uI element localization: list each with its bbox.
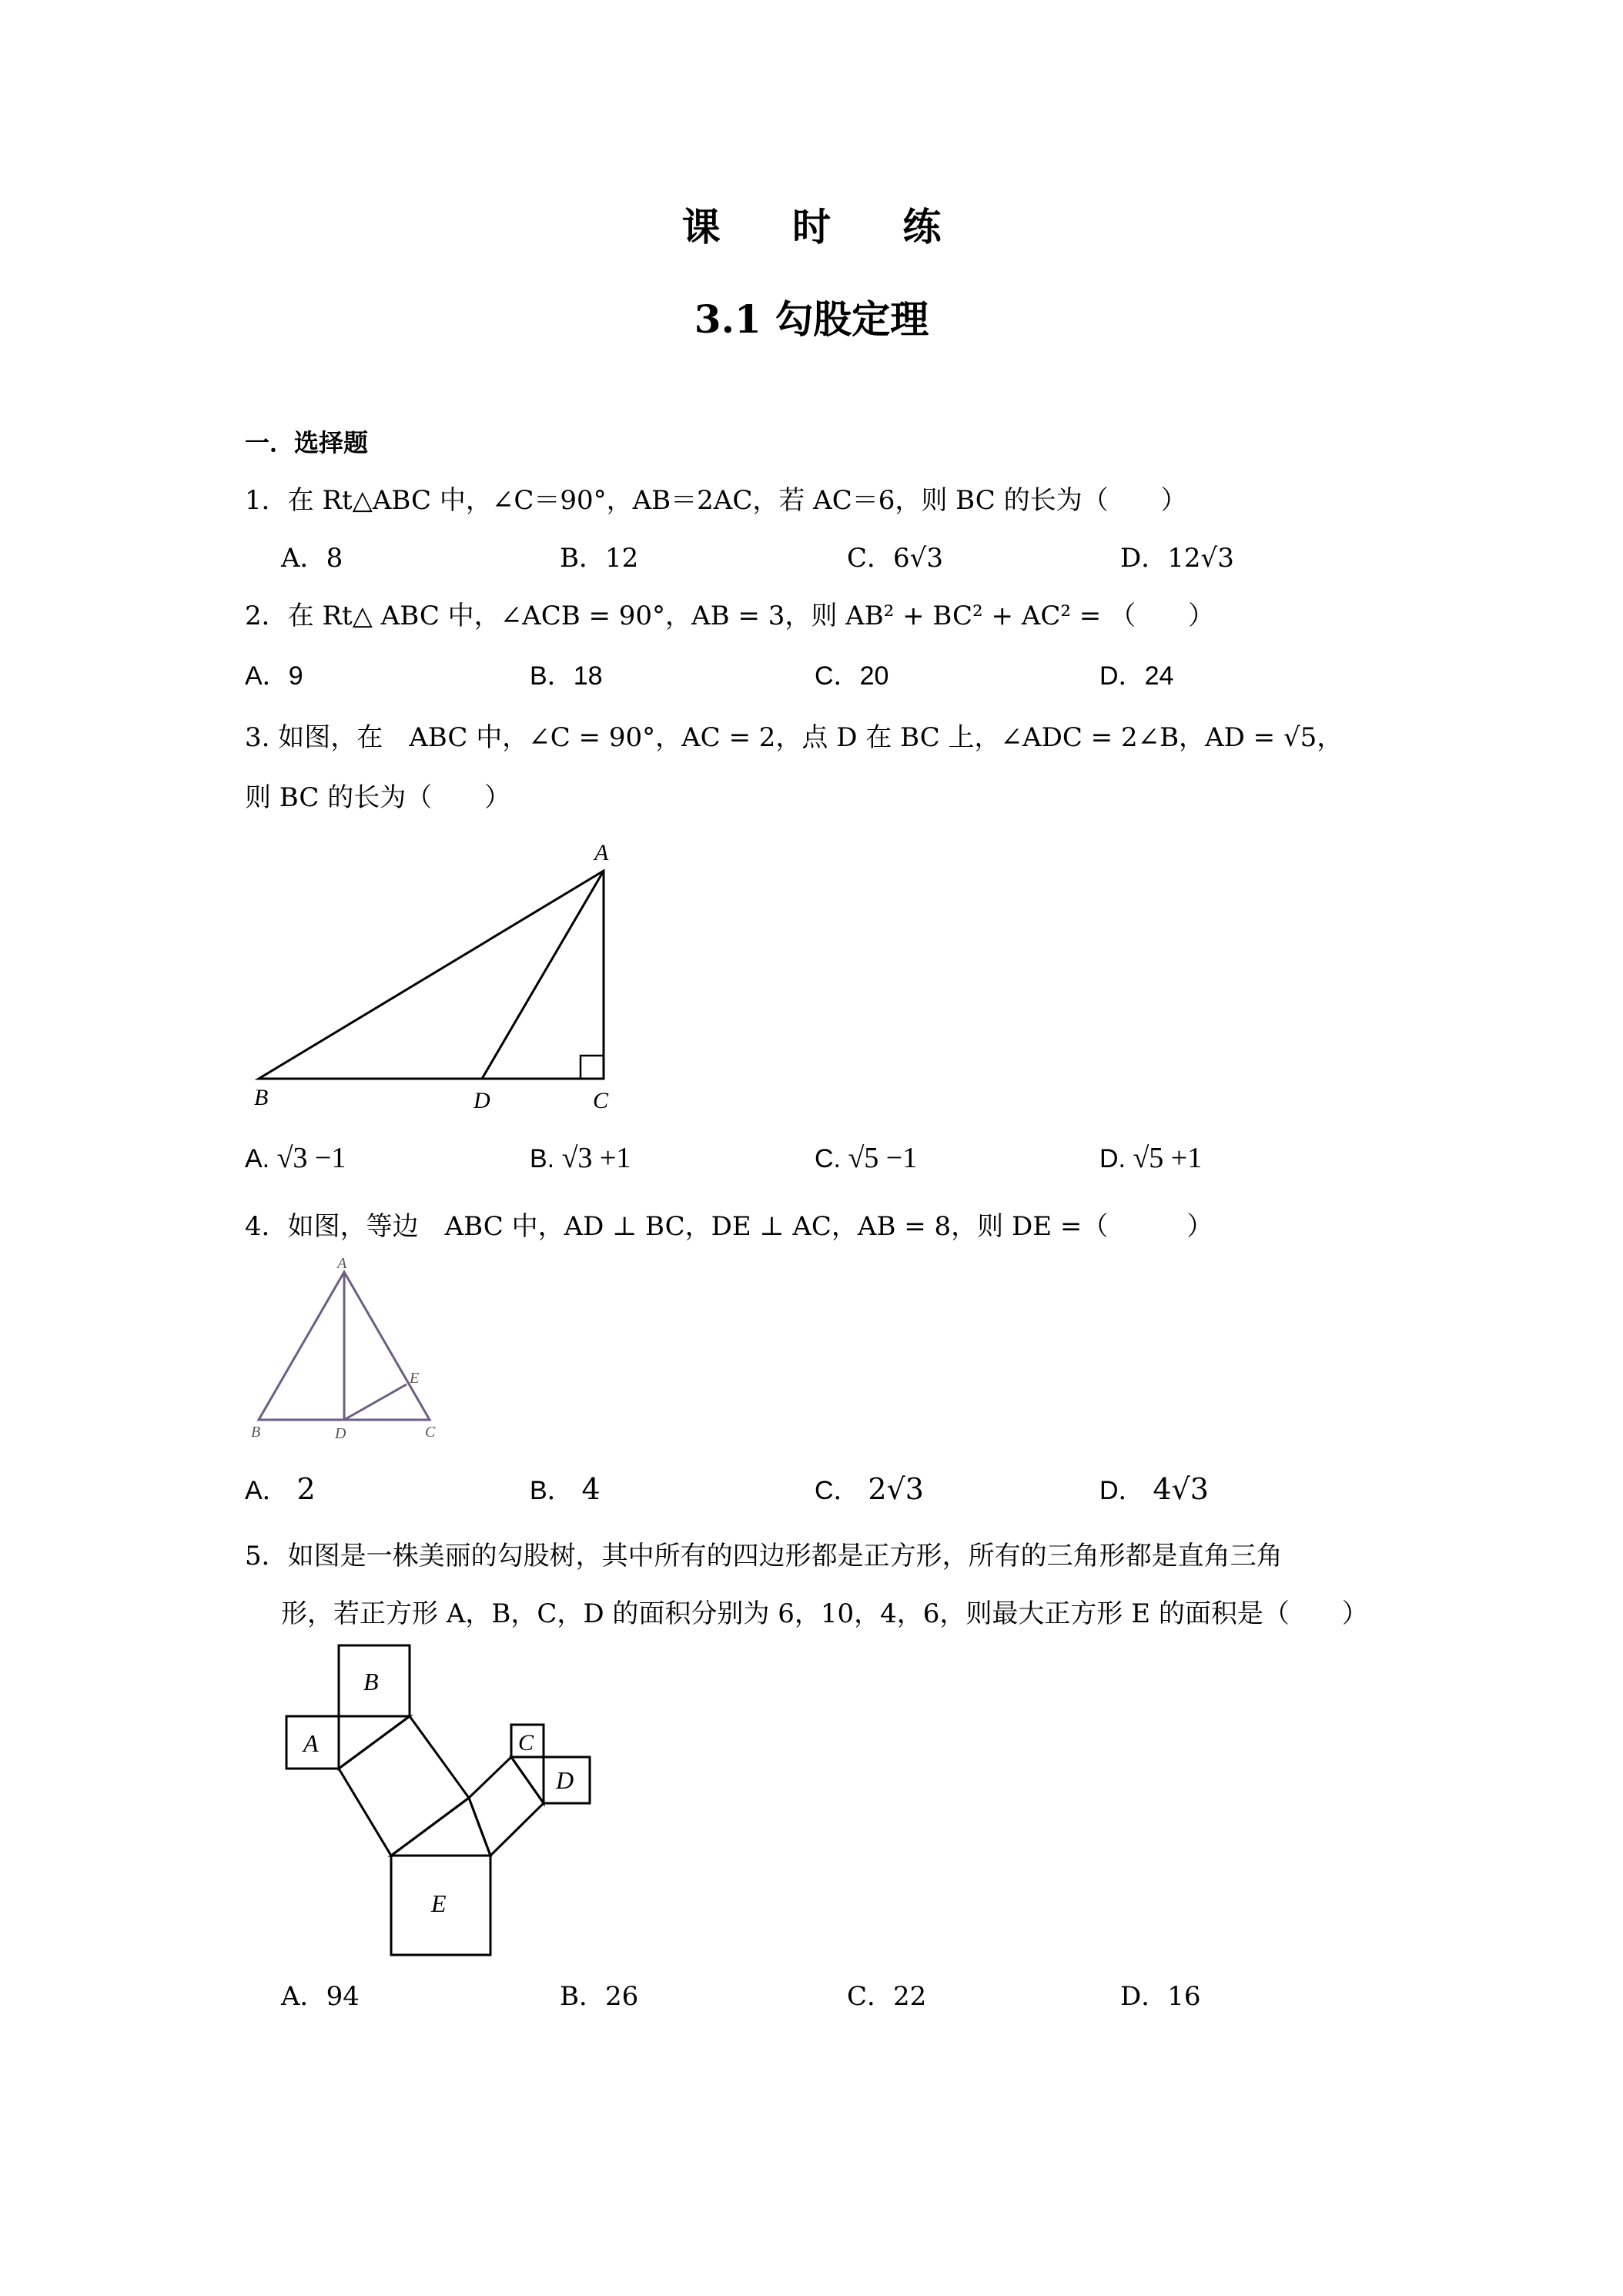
q5-option-d-value: 16 [1167,1981,1201,2012]
q1-option-b-letter: B． [560,543,605,574]
q4-option-b-letter: B． [530,1476,574,1505]
q4-option-c-value: 2√3 [868,1472,924,1506]
q3-right-angle-mark [581,1056,604,1079]
q2-option-c[interactable] [815,654,888,692]
q5-label-d: D [556,1766,574,1794]
q5-option-c[interactable] [847,1975,926,2013]
q2-option-c-value: 20 [859,661,889,691]
question-1-text: 1．在 Rt△ABC 中，∠C＝90°，AB＝2AC，若 AC＝6，则 BC 的长为（ ） [245,485,1187,516]
q2-option-b-letter: B． [530,661,574,691]
q3-label-a: A [594,840,609,865]
q1-option-a[interactable] [281,537,343,574]
q1-option-b-value: 12 [605,543,639,574]
q3-option-b-letter: B. [530,1144,555,1173]
q1-option-a-letter: A． [281,543,326,574]
lesson-title: 3.1 勾股定理 [694,296,929,342]
q4-option-c-letter: C． [815,1476,860,1505]
q1-option-d-value: 12√3 [1167,543,1234,574]
q3-label-b: B [254,1085,269,1110]
question-4-text: 4．如图，等边 ABC 中，AD ⊥ BC，DE ⊥ AC，AB = 8，则 DE =（ ） [245,1211,1213,1242]
q5-pythagoras-tree-figure [277,1636,608,1960]
q2-option-c-letter: C． [815,661,860,691]
q2-option-d-value: 24 [1144,661,1174,691]
q5-label-b: B [363,1668,379,1695]
q2-option-a[interactable] [245,654,303,692]
q5-option-b[interactable] [560,1975,638,2013]
q4-equilateral-figure [246,1255,447,1440]
q1-option-b[interactable] [560,537,638,574]
q5-option-d[interactable] [1120,1975,1201,2013]
q1-option-d[interactable] [1120,537,1234,574]
question-5-line-1: 5．如图是一株美丽的勾股树，其中所有的四边形都是正方形，所有的三角形都是直角三角 [245,1541,1283,1571]
q4-segment-de [344,1384,407,1420]
q5-label-c: C [518,1730,534,1755]
q3-option-c-value: √5 −1 [848,1142,918,1174]
q3-option-a-letter: A. [245,1144,270,1173]
q5-label-a: A [303,1729,319,1757]
q3-segment-ad [482,871,604,1079]
q3-option-a[interactable] [245,1141,346,1175]
question-3-line-2: 则 BC 的长为（ ） [245,782,511,813]
q5-option-b-value: 26 [605,1981,639,2012]
q2-option-a-value: 9 [288,661,303,691]
q1-option-c-letter: C． [847,543,894,574]
q5-option-a-letter: A． [281,1981,326,2012]
q2-option-d[interactable] [1099,654,1173,692]
q2-option-a-letter: A． [245,661,289,691]
q4-option-d-value: 4√3 [1153,1472,1209,1506]
q1-option-d-letter: D． [1120,543,1168,574]
q5-label-e: E [431,1889,447,1917]
q4-option-d[interactable] [1099,1469,1209,1507]
q5-option-d-letter: D． [1120,1981,1168,2012]
q5-triangle-bottom [391,1798,490,1856]
q4-label-d: D [335,1425,346,1440]
q3-option-c[interactable] [815,1141,917,1175]
q2-option-b[interactable] [530,654,603,692]
q4-label-b: B [251,1424,261,1440]
q1-option-c-value: 6√3 [893,543,943,574]
q3-option-d-value: √5 +1 [1133,1142,1203,1174]
q3-option-b-value: √3 +1 [561,1142,631,1174]
q2-option-b-value: 18 [573,661,603,691]
q4-label-a: A [337,1255,347,1272]
q4-option-c[interactable] [815,1469,924,1507]
q3-option-d-letter: D. [1099,1144,1126,1173]
q4-option-d-letter: D． [1099,1476,1145,1505]
q5-option-a[interactable] [281,1975,360,2013]
q5-option-c-letter: C． [847,1981,894,2012]
q4-option-a[interactable] [245,1469,316,1507]
q1-option-a-value: 8 [326,543,343,574]
page-title: 课 时 练 [681,204,971,249]
q3-option-b[interactable] [530,1141,631,1175]
q4-option-a-value: 2 [296,1472,316,1506]
q5-option-c-value: 22 [893,1981,927,2012]
q5-square-left-mid [339,1716,469,1856]
q3-option-d[interactable] [1099,1141,1202,1175]
q2-option-d-letter: D． [1099,661,1145,691]
question-3-line-1: 3. 如图，在 ABC 中，∠C = 90°，AC = 2，点 D 在 BC 上，∠ADC = 2∠B，AD = √5， [245,722,1344,753]
q4-option-b-value: 4 [581,1472,601,1506]
section-title: 一．选择题 [245,428,369,457]
q3-triangle-figure [239,835,639,1116]
q4-option-a-letter: A． [245,1476,289,1505]
q4-label-e: E [410,1370,420,1387]
q5-option-b-letter: B． [560,1981,605,2012]
q3-triangle-abc [259,871,604,1079]
question-5-line-2: 形，若正方形 A，B，C，D 的面积分别为 6，10，4，6，则最大正方形 E 的面积是（ ） [281,1598,1368,1629]
q1-option-c[interactable] [847,537,943,574]
q3-label-d: D [474,1088,490,1113]
q5-option-a-value: 94 [326,1981,360,2012]
q3-option-a-value: √3 −1 [276,1142,346,1174]
q4-option-b[interactable] [530,1469,601,1507]
q4-label-c: C [425,1424,436,1440]
question-2-text: 2．在 Rt△ ABC 中，∠ACB = 90°，AB = 3，则 AB² + BC² + AC² = （ ） [245,601,1215,631]
q5-square-right-mid [469,1757,544,1856]
q3-option-c-letter: C. [815,1144,841,1173]
q3-label-c: C [593,1088,609,1113]
